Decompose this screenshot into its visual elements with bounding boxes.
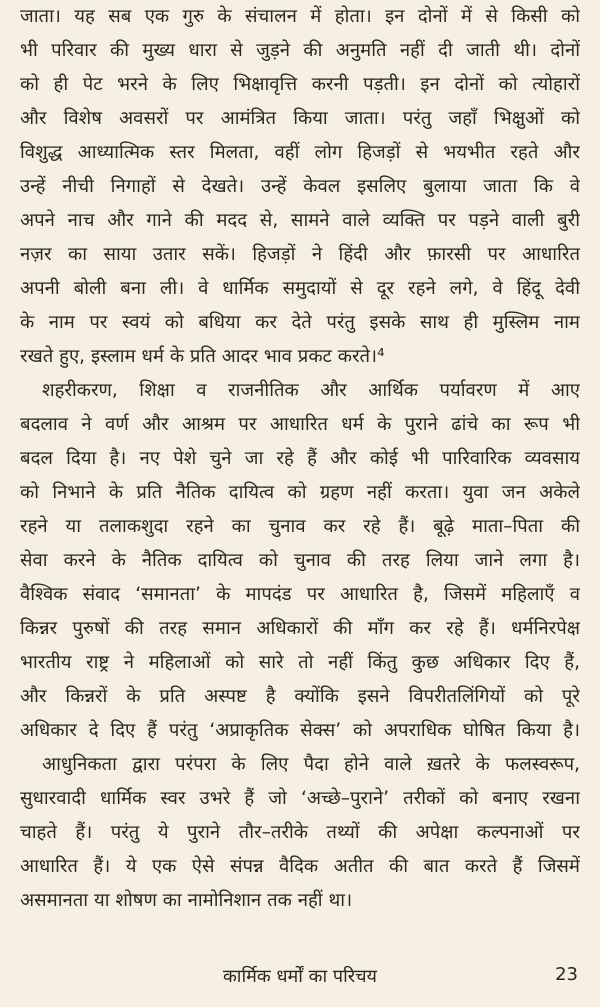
text-line: जाता। यह सब एक गुरु के संचालन में होता। इन दोनों में से किसी को bbox=[20, 6, 580, 27]
text-line: भी परिवार की मुख्य धारा से जुड़ने की अनुमति नहीं दी जाती थी। दोनों bbox=[20, 40, 580, 61]
text-line: अधिकार दे दिए हैं परंतु ‘अप्राकृतिक सेक्स’ को अपराधिक घोषित किया है। bbox=[20, 720, 580, 741]
text-line: के नाम पर स्वयं को बधिया कर देते परंतु इसके साथ ही मुस्लिम नाम bbox=[20, 312, 580, 333]
text-line: आधारित हैं। ये एक ऐसे संपन्न वैदिक अतीत की बात करते हैं जिसमें bbox=[20, 856, 580, 877]
text-line: चाहते हैं। परंतु ये पुराने तौर–तरीके तथ्यों की अपेक्षा कल्पनाओं पर bbox=[20, 822, 580, 843]
text-line: नज़र का साया उतार सकें। हिजड़ों ने हिंदी और फ़ारसी पर आधारित bbox=[20, 244, 580, 265]
text-line: वैश्विक संवाद ‘समानता’ के मापदंड पर आधारित है, जिसमें महिलाएँ व bbox=[20, 584, 580, 605]
page-number: 23 bbox=[555, 964, 578, 985]
text-line: और विशेष अवसरों पर आमंत्रित किया जाता। परंतु जहाँ भिक्षुओं को bbox=[20, 108, 580, 129]
paragraph bbox=[20, 0, 580, 374]
running-title: कार्मिक धर्मों का परिचय bbox=[222, 966, 377, 987]
text-line: बदलाव ने वर्ण और आश्रम पर आधारित धर्म के पुराने ढांचे का रूप भी bbox=[20, 414, 580, 435]
text-line: अपनी बोली बना ली। वे धार्मिक समुदायों से दूर रहने लगे, वे हिंदू देवी bbox=[20, 278, 580, 299]
text-line: भारतीय राष्ट्र ने महिलाओं को सारे तो नहीं किंतु कुछ अधिकार दिए हैं, bbox=[20, 652, 580, 673]
text-line: और किन्नरों के प्रति अस्पष्ट है क्योंकि इसने विपरीतलिंगियों को पूरे bbox=[20, 686, 580, 707]
text-line: असमानता या शोषण का नामोनिशान तक नहीं था। bbox=[20, 890, 353, 911]
text-line: किन्नर पुरुषों की तरह समान अधिकारों की माँग कर रहे हैं। धर्मनिरपेक्ष bbox=[20, 618, 580, 639]
paragraph bbox=[20, 374, 580, 748]
page-body bbox=[20, 0, 580, 918]
text-line: सुधारवादी धार्मिक स्वर उभरे हैं जो ‘अच्छे–पुराने’ तरीकों को बनाए रखना bbox=[20, 788, 580, 809]
text-line: उन्हें नीची निगाहों से देखते। उन्हें केवल इसलिए बुलाया जाता कि वे bbox=[20, 176, 580, 197]
text-line: रखते हुए, इस्लाम धर्म के प्रति आदर भाव प्रकट करते।⁴ bbox=[20, 346, 385, 367]
text-line: को ही पेट भरने के लिए भिक्षावृत्ति करनी पड़ती। इन दोनों को त्योहारों bbox=[20, 74, 580, 95]
text-line: शहरीकरण, शिक्षा व राजनीतिक और आर्थिक पर्यावरण में आए bbox=[42, 380, 580, 401]
text-line: विशुद्ध आध्यात्मिक स्तर मिलता, वहीं लोग हिजड़ों से भयभीत रहते और bbox=[20, 142, 580, 163]
text-line: को निभाने के प्रति नैतिक दायित्व को ग्रहण नहीं करता। युवा जन अकेले bbox=[20, 482, 580, 503]
text-line: बदल दिया है। नए पेशे चुने जा रहे हैं और कोई भी पारिवारिक व्यवसाय bbox=[20, 448, 580, 469]
page-footer bbox=[0, 964, 600, 994]
paragraph bbox=[20, 748, 580, 918]
text-line: रहने या तलाकशुदा रहने का चुनाव कर रहे हैं। बूढ़े माता–पिता की bbox=[20, 516, 580, 537]
text-line: सेवा करने के नैतिक दायित्व को चुनाव की तरह लिया जाने लगा है। bbox=[20, 550, 580, 571]
text-line: अपने नाच और गाने की मदद से, सामने वाले व्यक्ति पर पड़ने वाली बुरी bbox=[20, 210, 580, 231]
text-line: आधुनिकता द्वारा परंपरा के लिए पैदा होने वाले ख़तरे के फलस्वरूप, bbox=[42, 754, 580, 775]
